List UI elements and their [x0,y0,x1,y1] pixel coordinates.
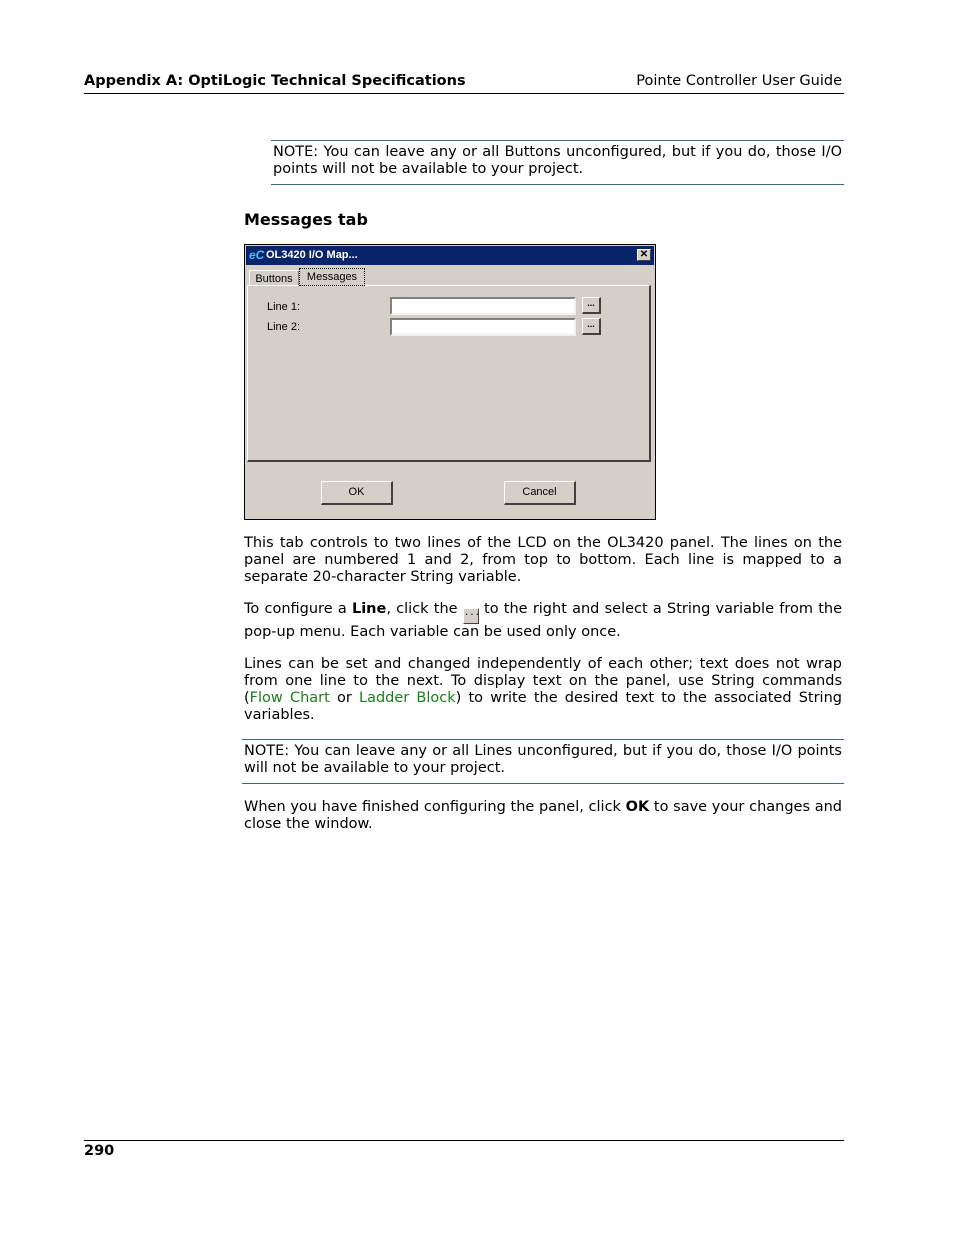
bold-line: Line [351,601,387,617]
line1-browse-button[interactable]: ... [582,297,601,314]
text-run: to the right and select a String variable from the pop-up menu. Each variable can be used only once. [244,601,842,640]
tab-messages[interactable]: Messages [299,268,365,286]
line2-field[interactable] [390,318,576,336]
browse-button-icon: ... [463,608,479,624]
text-run: to save your changes and close the window. [244,799,842,832]
section-heading: Messages tab [244,210,368,229]
page-number: 290 [84,1143,115,1159]
paragraph-lines-intro: This tab controls to two lines of the LCD on the OL3420 panel. The lines on the panel are numbered 1 and 2, from top to bottom. Each line is mapped to a separate 20-character String variable. [244,535,842,585]
line1-field[interactable] [390,297,576,315]
running-header-section: Appendix A: OptiLogic Technical Specifications [84,73,466,89]
link-ladder-block[interactable]: Ladder Block [358,690,456,706]
footer-rule [84,1140,844,1141]
text-run: Lines can be set and changed independently of each other; text does not wrap from one line to the next. To display text on the panel, use String commands ( [244,656,842,706]
tab-buttons[interactable]: Buttons [249,270,299,286]
cancel-button[interactable]: Cancel [504,481,576,505]
dialog-titlebar [246,246,654,265]
paragraph-finish [244,799,842,833]
bold-ok: OK [625,799,650,815]
link-flow-chart[interactable]: Flow Chart [249,690,330,706]
text-run: When you have finished configuring the panel, click [244,799,626,815]
close-icon[interactable]: ✕ [637,249,651,261]
running-header-guide: Pointe Controller User Guide [636,73,842,89]
header-rule [84,93,844,94]
line2-browse-button[interactable]: ... [582,318,601,335]
line1-label: Line 1: [267,301,301,313]
dialog-screenshot [244,244,656,520]
line2-label: Line 2: [267,321,301,333]
ok-button[interactable]: OK [321,481,393,505]
text-run: or [329,690,359,706]
note-buttons: NOTE: You can leave any or all Buttons unconfigured, but if you do, those I/O points will not be available to your project. [271,140,844,185]
app-icon: eC [249,248,265,262]
text-run: , click the [386,601,463,617]
paragraph-independent [244,656,842,724]
dialog-title: OL3420 I/O Map... [266,249,358,261]
note-lines: NOTE: You can leave any or all Lines unconfigured, but if you do, those I/O points will not be available to your project. [242,739,844,784]
text-run: ) to write the desired text to the associated String variables. [244,690,842,723]
text-run: To configure a [244,601,352,617]
paragraph-configure [244,601,842,641]
